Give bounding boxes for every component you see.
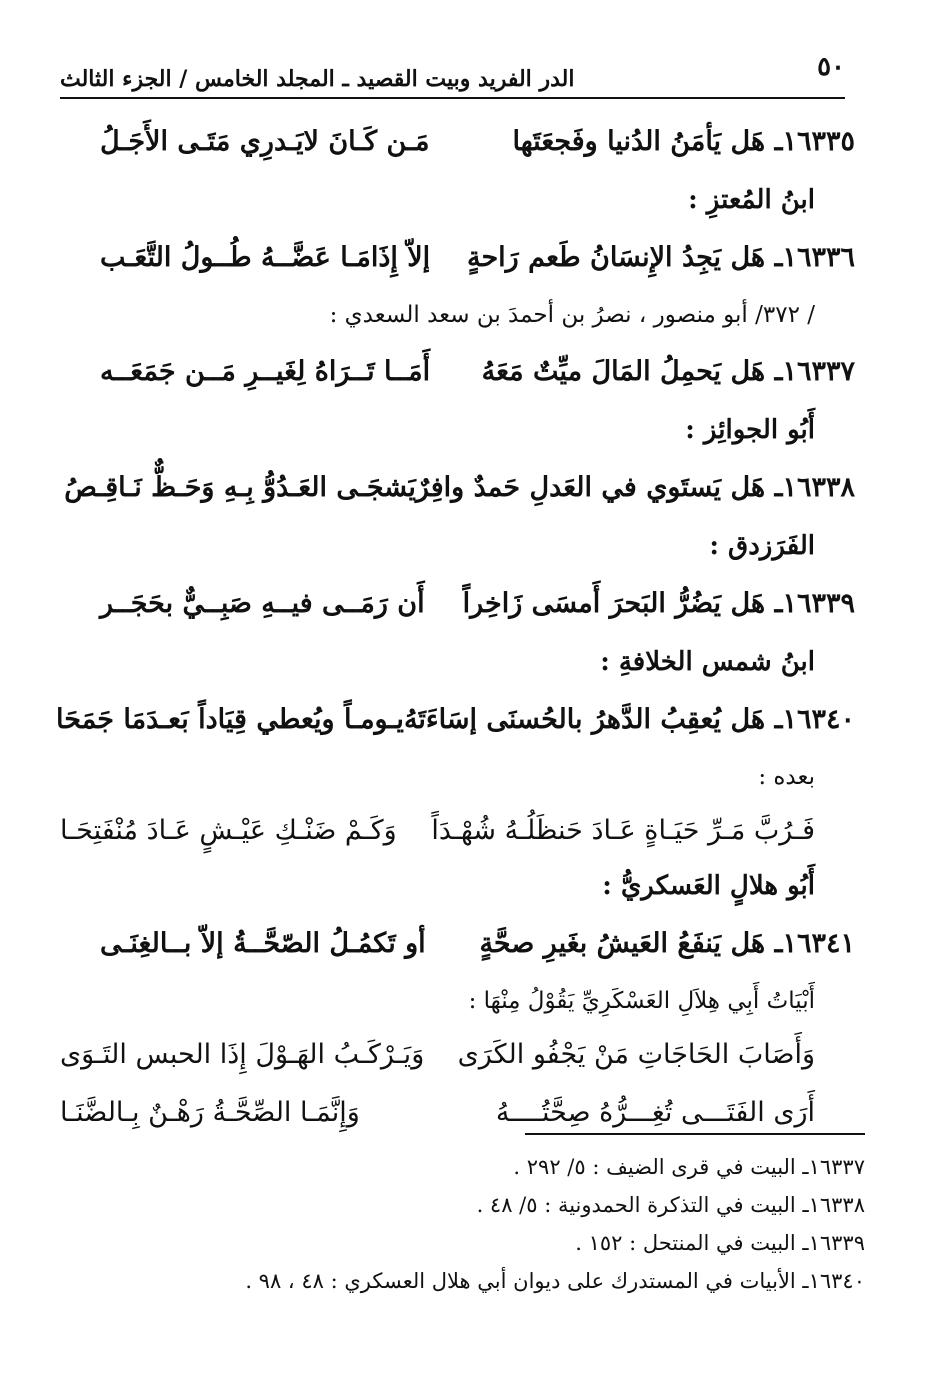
verse-text: هَل يَحمِلُ المَالَ ميِّتٌ مَعَهُ (481, 356, 766, 387)
verse-number: ١٦٣٣٥ـ (774, 126, 855, 157)
verse-number: ١٦٣٣٨ـ (774, 472, 855, 503)
verse-second-hemistich: أَن رَمَــى فيــهِ صَبِــيٌّ بحَجَــر (100, 588, 425, 619)
verse-first-hemistich (463, 572, 855, 636)
verse-16335 (100, 110, 855, 174)
verse-second-hemistich: مَـن كَـانَ لايَـدرِي مَتَـى الأَجَـلُ (100, 126, 430, 157)
footnote: ١٦٣٣٩ـ البيت في المنتحل : ١٥٢ . (575, 1231, 865, 1255)
running-title: الدر الفريد وبيت القصيد ـ المجلد الخامس / الجزء الثالث (60, 66, 575, 92)
verse-text: هَل يَنفَعُ العَيشُ بغَيرِ صحَّةٍ (479, 928, 766, 959)
verse-16337 (100, 340, 855, 404)
verse-first-hemistich (404, 688, 855, 752)
verse-continuation (60, 802, 855, 860)
verse-number: ١٦٣٣٦ـ (774, 242, 855, 273)
footnote-rule (525, 1133, 865, 1135)
verse-text: هَل يُعقِبُ الدَّهرُ بالحُسنَى إسَاءَتَهُ (403, 704, 766, 735)
verse-text: هَل يَستَوي في العَدلِ حَمدٌ وافِرٌ (415, 472, 766, 503)
verse-number: ١٦٣٤٠ـ (774, 704, 855, 735)
footnote: ١٦٣٣٧ـ البيت في قرى الضيف : ٥/ ٢٩٢ . (513, 1155, 865, 1179)
verse-second-hemistich: أَمَــا تَــرَاهُ لِغَيــرِ مَــن جَمَعَــه (100, 356, 431, 387)
verse-first-hemistich: وَأَصَابَ الحَاجَاتِ مَنْ يَجْفُو الكَرَى (457, 1039, 815, 1070)
verse-text: هَل يَأمَنُ الدُنيا وفَجعَتَها (512, 126, 766, 157)
verse-16339 (100, 572, 855, 636)
verse-second-hemistich: يَشجَـى العَـدُوُّ بِـهِ وَحَـظٌّ نَـاقِـصُ (64, 472, 416, 503)
page-number: ٥٠ (817, 52, 845, 82)
verse-continuation (60, 1026, 855, 1084)
verse-second-hemistich: إلاّ إِذَامَـا عَضَّــهُ طُــولُ التَّعَـب (100, 242, 431, 273)
poet-attribution: أَبُو هلالٍ العَسكريُّ : (602, 871, 815, 901)
verse-number: ١٦٣٣٩ـ (774, 588, 855, 619)
page-body (56, 110, 855, 1142)
verse-number: ١٦٣٤١ـ (774, 928, 855, 959)
verse-second-hemistich: وَكَـمْ ضَنْـكِ عَيْـشٍ عَـادَ مُنْفَتِحَـا (60, 815, 397, 846)
verse-first-hemistich: أَرَى الفَتَـــى تُغِـــرُّهُ صِحَّتُــــهُ (495, 1097, 815, 1128)
verses-intro-note: أَبْيَاتُ أَبِي هِلاَلِ العَسْكَرِيِّ يَقُوْلُ مِنْهَا : (468, 988, 815, 1014)
verse-16341 (100, 912, 855, 976)
verse-text: هَل يَضُرُّ البَحرَ أَمسَى زَاخِراً (462, 588, 766, 619)
verse-number: ١٦٣٣٧ـ (774, 356, 855, 387)
verse-text: هَل يَجِدُ الإِنسَانُ طَعم رَاحةٍ (467, 242, 766, 273)
verse-second-hemistich: وَيَـرْكَـبُ الهَـوْلَ إِذَا الحبس التَـوَى (60, 1039, 425, 1070)
verse-16340 (56, 688, 855, 752)
verse-first-hemistich (479, 912, 855, 976)
verse-first-hemistich: فَـرُبَّ مَـرِّ حَيَـاةٍ عَـادَ حَنظَلُـهُ شُهْـدَاً (431, 815, 815, 846)
verse-16338 (64, 456, 855, 520)
poet-attribution: ابنُ شمس الخلافةِ : (600, 647, 815, 677)
after-note: بعده : (758, 764, 815, 790)
verse-first-hemistich (482, 340, 855, 404)
verse-second-hemistich: أو تَكمُـلُ الصّحَّــةُ إلاّ بــالغِنَـى (100, 928, 426, 959)
footnote: ١٦٣٣٨ـ البيت في التذكرة الحمدونية : ٥/ ٤٨ . (476, 1193, 865, 1217)
poet-attribution: أَبُو الجوائِز : (685, 415, 815, 445)
verse-16336 (100, 226, 855, 290)
verse-first-hemistich (416, 456, 855, 520)
verse-second-hemistich: وَإِنَّمَـا الصِّحَّـةُ رَهْـنٌ بِـالضَّنَـا (60, 1097, 360, 1128)
poet-attribution: / ٣٧٢/ أبو منصور ، نصرُ بن أحمدَ بن سعد السعدي : (329, 302, 815, 328)
poet-attribution: ابنُ المُعتزِ : (688, 185, 815, 215)
verse-first-hemistich (467, 226, 855, 290)
page-header (60, 52, 845, 98)
poet-attribution: الفَرَزدق : (709, 531, 815, 561)
footnote: ١٦٣٤٠ـ الأبيات في المستدرك على ديوان أبي هلال العسكري : ٤٨ ، ٩٨ . (245, 1269, 865, 1293)
header-rule (60, 97, 845, 99)
verse-first-hemistich (513, 110, 856, 174)
footnotes (60, 1148, 865, 1300)
verse-second-hemistich: يـومـاً ويُعطي قِيَاداً بَعـدَمَا جَمَحَا (56, 704, 404, 735)
